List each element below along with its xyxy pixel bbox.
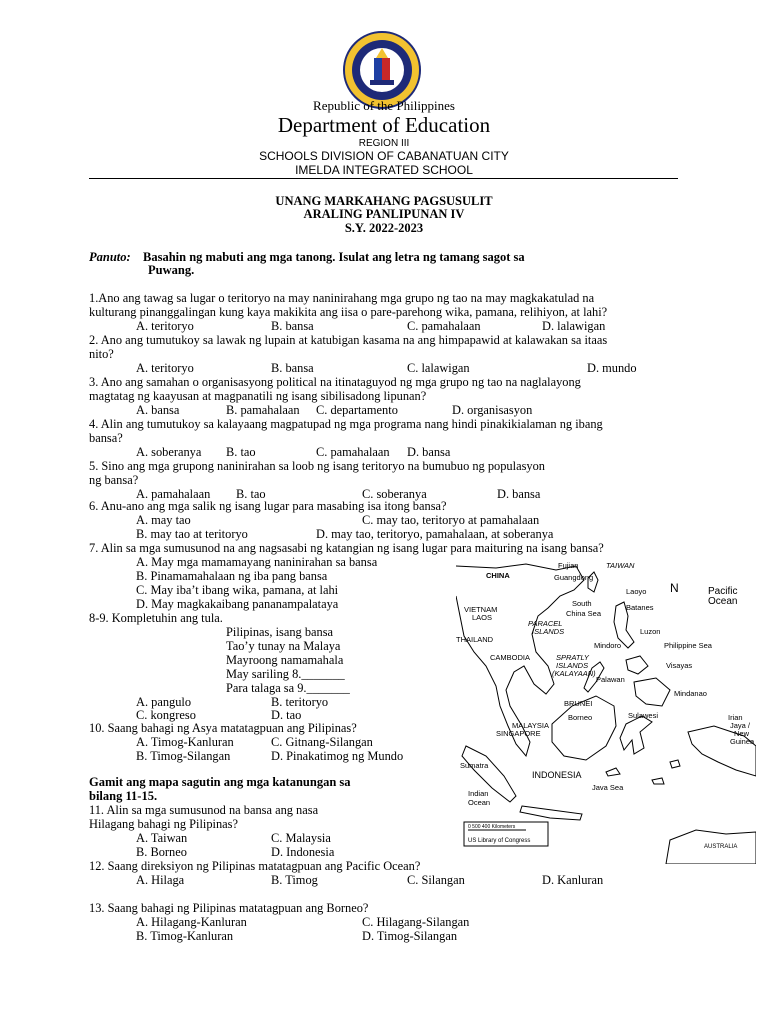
division-line: SCHOOLS DIVISION OF CABANATUAN CITY [259,149,509,163]
map-label-indian: Indian [468,789,489,798]
map-label-palawan: Palawan [596,675,625,684]
map-label-pacific: Pacific [708,586,738,597]
map-label-china: CHINA [486,571,510,580]
map-label-brunei: BRUNEI [564,699,593,708]
q8-option-c: C. kongreso [136,708,196,722]
map-label-malaysia: MALAYSIA [512,721,549,730]
q10-option-b: B. Timog-Silangan [136,749,231,763]
map-label-paracel: PARACEL [528,619,563,628]
map-label-sulawesi: Sulawesi [628,711,659,720]
q12-option-c: C. Silangan [407,873,465,887]
q13-option-b: B. Timog-Kanluran [136,929,234,943]
instructions-text: Basahin ng mabuti ang mga tanong. Isulat ang letra ng tamang sagot sa [143,250,525,264]
q5-option-b: B. tao [236,487,266,501]
question-13: 13. Saang bahagi ng Pilipinas matatagpuan ang Borneo? [89,901,369,915]
map-label-indonesia: INDONESIA [532,770,582,780]
question-5: 5. Sino ang mga grupong naninirahan sa loob ng isang teritoryo na bumubuo ng populasyon [89,459,545,473]
q3-option-b: B. pamahalaan [226,403,300,417]
q12-option-a: A. Hilaga [136,873,185,887]
map-label-cambodia: CAMBODIA [490,653,531,662]
question-1-cont: kulturang pinanggalingan kung kaya makikita ang iisa o pare-parehong wika, pamana, relihiyon, at lahi? [89,305,608,319]
q3-option-a: A. bansa [136,403,180,417]
question-5-cont: ng bansa? [89,473,139,487]
map-label-australia: AUSTRALIA [704,844,738,850]
region-line: REGION III [358,138,410,149]
north-arrow-icon: N [670,581,679,595]
q4-option-c: C. pamahalaan [316,445,390,459]
map-label-china-sea: China Sea [566,609,602,618]
q5-option-c: C. soberanya [362,487,427,501]
map-label-laos: LAOS [472,613,493,622]
exam-title: UNANG MARKAHANG PAGSUSULIT [275,194,493,208]
map-label-thailand: THAILAND [456,635,494,644]
q4-option-a: A. soberanya [136,445,202,459]
question-8-9: 8-9. Kompletuhin ang tula. [89,611,223,625]
map-label-taiwan: TAIWAN [606,561,635,570]
subject-title: ARALING PANLIPUNAN IV [303,207,465,221]
q6-option-d: D. may tao, teritoryo, pamahalaan, at soberanya [316,527,554,541]
map-label-laoyo: Laoyo [626,587,647,596]
poem-line-3: Mayroong namamahala [226,653,344,667]
question-4: 4. Alin ang tumutukoy sa kalayaang magpatupad ng mga programa nang hindi pinakikialaman ng ibang [89,417,603,431]
poem-line-5: Para talaga sa 9._______ [226,681,350,695]
q10-option-c: C. Gitnang-Silangan [271,735,373,749]
map-label-borneo: Borneo [568,713,593,722]
q6-option-b: B. may tao at teritoryo [136,527,248,541]
header-divider [89,178,678,179]
question-2-cont: nito? [89,347,114,361]
map-label-mindoro: Mindoro [594,641,622,650]
poem-line-4: May sariling 8._______ [226,667,345,681]
map-scale: 0 500 400 Kilometers [468,824,516,830]
question-3: 3. Ano ang samahan o organisasyong political na itinataguyod ng mga grupo ng tao na naglalayong [89,375,581,389]
map-label-ocean: Ocean [708,596,738,607]
map-label-vietnam: VIETNAM [464,605,498,614]
q11-option-b: B. Borneo [136,845,187,859]
q3-option-d: D. organisasyon [452,403,533,417]
map-label-fujian: Fujian [558,561,579,570]
question-10: 10. Saang bahagi ng Asya matatagpuan ang Pilipinas? [89,721,357,735]
map-instructions-2: bilang 11-15. [89,789,158,803]
instructions-text-2: Puwang. [148,263,195,277]
map-label-luzon: Luzon [640,627,661,636]
map-label-mindanao: Mindanao [674,689,707,698]
map-instructions: Gamit ang mapa sagutin ang mga katanungan sa [89,775,351,789]
q8-option-b: B. teritoryo [271,695,329,709]
q10-option-d: D. Pinakatimog ng Mundo [271,749,404,763]
map-label-guangdong: Guangdong [554,573,594,582]
q6-option-a: A. may tao [136,513,191,527]
department-title: Department of Education [277,113,491,137]
q2-option-a: A. teritoryo [136,361,194,375]
q4-option-b: B. tao [226,445,256,459]
map-label-java-sea: Java Sea [592,783,624,792]
question-7: 7. Alin sa mga sumusunod na ang nagsasabi ng katangian ng isang lugar para maituring na isang bansa? [89,541,604,555]
map-label-new: New [734,729,750,738]
map-label-visayas: Visayas [666,661,693,670]
q12-option-b: B. Timog [271,873,318,887]
map-label-sumatra: Sumatra [460,761,489,770]
southeast-asia-map [456,556,756,864]
question-11: 11. Alin sa mga sumusunod na bansa ang nasa [89,803,319,817]
map-label-south-china-sea: South [572,599,592,608]
q8-option-d: D. tao [271,708,302,722]
q13-option-c: C. Hilagang-Silangan [362,915,470,929]
map-label-spratly-islands: ISLANDS [556,661,589,670]
q1-option-d: D. lalawigan [542,319,606,333]
question-1: 1.Ano ang tawag sa lugar o teritoryo na may naninirahang mga grupo ng tao na may magkakatulad na [89,291,595,305]
q1-option-c: C. pamahalaan [407,319,481,333]
map-label-jaya: Jaya / [730,721,751,730]
map-credit: US Library of Congress [468,838,531,844]
q1-option-b: B. bansa [271,319,314,333]
map-label-spratly: SPRATLY [556,653,589,662]
instructions-label: Panuto: [89,250,131,264]
q7-option-c: C. May iba’t ibang wika, pamana, at lahi [136,583,339,597]
q13-option-d: D. Timog-Silangan [362,929,458,943]
q11-option-d: D. Indonesia [271,845,335,859]
poem-line-2: Tao’y tunay na Malaya [226,639,341,653]
question-6: 6. Anu-ano ang mga salik ng isang lugar para masabing isa itong bansa? [89,499,447,513]
q11-option-a: A. Taiwan [136,831,188,845]
question-12: 12. Saang direksiyon ng Pilipinas matatagpuan ang Pacific Ocean? [89,859,421,873]
school-line: IMELDA INTEGRATED SCHOOL [295,163,473,177]
map-label-philippine-sea: Philippine Sea [664,641,712,650]
question-11-cont: Hilagang bahagi ng Pilipinas? [89,817,239,831]
question-2: 2. Ano ang tumutukoy sa lawak ng lupain at katubigan kasama na ang himpapawid at kalawakan sa itaas [89,333,608,347]
q10-option-a: A. Timog-Kanluran [136,735,234,749]
q13-option-a: A. Hilagang-Kanluran [136,915,247,929]
q7-option-b: B. Pinamamahalaan ng iba pang bansa [136,569,328,583]
q4-option-d: D. bansa [407,445,451,459]
question-4-cont: bansa? [89,431,123,445]
q6-option-c: C. may tao, teritoryo at pamahalaan [362,513,540,527]
map-label-indian-ocean: Ocean [468,798,491,807]
map-label-kalayaan: (KALAYAAN) [552,669,596,678]
q2-option-d: D. mundo [587,361,637,375]
q7-option-a: A. May mga mamamayang naninirahan sa bansa [136,555,378,569]
map-label-batanes: Batanes [626,603,654,612]
q1-option-a: A. teritoryo [136,319,194,333]
q7-option-d: D. May magkakaibang pananampalataya [136,597,339,611]
republic-line: Republic of the Philippines [313,98,455,113]
q5-option-a: A. pamahalaan [136,487,211,501]
school-year: S.Y. 2022-2023 [344,221,424,235]
question-3-cont: magtatag ng kaayusan at magpanatili ng isang sibilisadong lipunan? [89,389,427,403]
q12-option-d: D. Kanluran [542,873,604,887]
q11-option-c: C. Malaysia [271,831,331,845]
poem-line-1: Pilipinas, isang bansa [226,625,334,639]
q3-option-c: C. departamento [316,403,398,417]
q2-option-b: B. bansa [271,361,314,375]
map-label-guinea: Guinea [730,737,755,746]
map-label-singapore: SINGAPORE [496,729,541,738]
q8-option-a: A. pangulo [136,695,192,709]
q2-option-c: C. lalawigan [407,361,470,375]
q5-option-d: D. bansa [497,487,541,501]
map-label-islands: ISLANDS [532,627,565,636]
map-label-irian: Irian [728,713,743,722]
